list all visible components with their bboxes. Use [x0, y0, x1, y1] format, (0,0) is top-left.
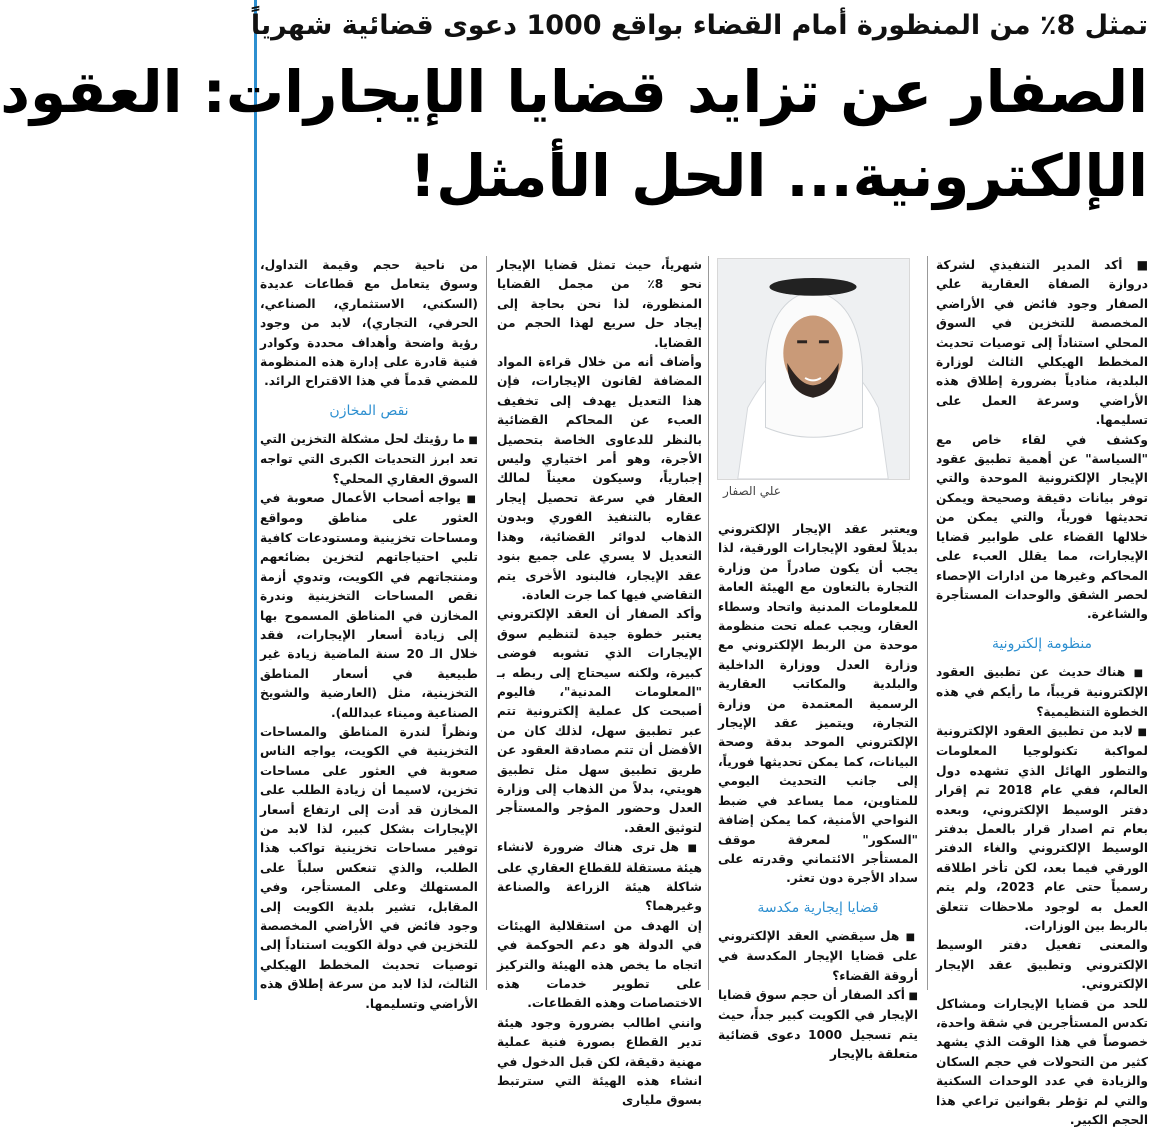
question: ■ هل ترى هناك ضرورة لانشاء هيئة مستقلة للقطاع العقاري على شاكلة هيئة الزراعة والصناعة وغيرهما؟ [497, 838, 702, 917]
subheading: قضايا إيجارية مكدسة [757, 899, 879, 916]
headline-line-2: الإلكترونية... الحل الأمثل! [409, 142, 1148, 210]
paragraph: ويعتبر عقد الإيجار الإلكتروني بديلاً لعقود الإيجارات الورقية، لذا يجب أن يكون صادراً من وزارة التجارة بالتعاون مع الهيئة العامة للمعلومات المدنية واتحاد وسطاء العقار، ويجب عمله تحت منظومة موحدة من الربط الإلكتروني مع وزارة العدل ووزارة الداخلية والبلدية والمكاتب العقارية الرسمية المعتمدة من وزارة التجارة، ويتميز عقد الإيجار الإلكتروني الموحد بدقة وصحة البيانات، كما يمكن تحديثها فورياً، إلى جانب التحديث اليومي للمتاوين، مما يساعد في ضبط النواحي الأمنية، كما يمكن إضافة "السكور" لمعرفة موقف المستأجر الائتماني وقدرته على سداد الأجرة دون تعثر. [718, 522, 918, 886]
paragraph: وأكد الصفار أن العقد الإلكتروني يعتبر خطوة جيدة لتنظيم سوق الإيجارات الذي تشوبه فوضى كبيرة، ولكنه سيحتاج إلى ربطه بـ "المعلومات المدنية"، فاليوم أصبحت كل عملية إلكترونية تتم عبر تطبيق سهل، لذلك كان من الأفضل أن تتم مصادقة العقود عن طريق تطبيق سهل مثل تطبيق هويتي، بدلاً من الذهاب إلى وزارة العدل وحضور المؤجر والمستأجر لتوثيق العقد. [497, 607, 702, 835]
kicker-headline: تمثل 8٪ من المنظورة أمام القضاء بواقع 1000 دعوى قضائية شهرياً [250, 10, 1148, 41]
paragraph: وأضاف أنه من خلال قراءة المواد المضافة لقانون الإيجارات، فإن هذا التعديل يهدف إلى تخفيف العبء عن المحاكم القضائية بالنظر للدعاوى الخاصة بتحصيل الأجرة، وهو أمر اختياري وليس إجبارياً، وسيكون معيناً لمالك العقار في سرعة تحصيل إيجار عقاره بالتنفيذ الفوري وبدون الذهاب لدوائر القضائية، وهذا التعديل لا يسري على جميع بنود عقد الإيجار، فالبنود الأخرى يتم التقاضي فيها كما جرت العادة. [497, 355, 702, 602]
answer: ■ لابد من تطبيق العقود الإلكترونية لمواكبة تكنولوجيا المعلومات والتطور الهائل الذي تشهده دول العالم، ففي عام 2018 تم إقرار دفتر الوسيط الإلكتروني، وبعده بعام تم اصدار قرار بالعمل بدفتر الوسيط الإلكتروني والغاء الدفتر الورقي فيما بعد، لكن تأخر اطلاقه رسمياً حتى عام 2023، ولم يتم العمل به لوجود ملاحظات تتعلق بالربط بين الوزارات. [936, 722, 1148, 936]
answer: وانني اطالب بضرورة وجود هيئة تدير القطاع بصورة فنية عملية مهنية دقيقة، لكن قبل الدخول في انشاء هذه الهيئة التي سترتبط بسوق مليارى [497, 1015, 702, 1108]
paragraph: شهرياً، حيث تمثل قضايا الإيجار نحو 8٪ من مجمل القضايا المنظورة، لذا نحن بحاجة إلى إيجاد حل سريع لهذا الحجم من القضايا. [497, 258, 702, 350]
portrait-photo [717, 258, 910, 480]
portrait-illustration [718, 259, 909, 479]
article-column-1 [936, 256, 1148, 1128]
answer: ■ يواجه أصحاب الأعمال صعوبة في العثور على مناطق ومواقع ومساحات تخزينية ومستودعات كافية تلبي احتياجاتهم لتخزين بضائعهم ومنتجاتهم في الكويت، وتدوي أزمة نقص المساحات التخزينية وندرة المخازن في المناطق المسموح بها إلى زيادة أسعار الإيجارات، فقد خلال الـ 20 سنة الماضية زيادة غير طبيعية في أسعار المناطق التخزينية، مثل (العارضية والشويخ الصناعية وميناء عبدالله). [260, 489, 478, 723]
headline-line-1: الصفار عن تزايد قضايا الإيجارات: العقود [0, 58, 1148, 126]
photo-caption: علي الصفار [723, 484, 781, 498]
question: ■ ما رؤيتك لحل مشكلة التخزين التي تعد ابرز التحديات الكبرى التي تواجه السوق العقاري المحلي؟ [260, 430, 478, 489]
article-column-3 [497, 256, 702, 1108]
answer: والمعنى تفعيل دفتر الوسيط الإلكتروني وتطبيق عقد الإيجار الإلكتروني. [936, 938, 1148, 992]
paragraph: وكشف في لقاء خاص مع "السياسة" عن أهمية تطبيق عقود الإيجار الإلكترونية الموحدة والتي توفر بيانات دقيقة وصحيحة ويمكن تحديثها فورياً، والتي يمكن من خلالها القضاء على طوابير قضايا الإيجارات، مما يقلل العبء على المحاكم وغيرها من ادارات الإحصاء لحصر الشقق والوحدات المستأجرة والشاغرة. [936, 432, 1148, 622]
answer: ■ أكد الصفار أن حجم سوق قضايا الإيجار في الكويت كبير جداً، حيث يتم تسجيل 1000 دعوى قضائية متعلقة بالإيجار [718, 986, 918, 1065]
question: ■ هل سيقضي العقد الإلكتروني على قضايا الإيجار المكدسة في أروقة القضاء؟ [718, 927, 918, 986]
question: ■ هناك حديث عن تطبيق العقود الإلكترونية قريباً، ما رأيكم في هذه الخطوة التنظيمية؟ [936, 663, 1148, 722]
article-column-4 [260, 256, 478, 1011]
column-divider [708, 256, 709, 990]
subheading: منظومة إلكترونية [991, 635, 1093, 652]
answer: ونظراً لندرة المناطق والمساحات التخزينية في الكويت، يواجه الناس صعوبة في العثور على مساحات تخزين، لاسيما أن زيادة الطلب على المخازن قد أدت إلى ارتفاع أسعار الإيجارات بشكل كبير، لذا لابد من توفير مساحات تخزينية تواكب هذا الطلب، والذي تنعكس سلباً على المستهلك وعلى المستأجر، وفي المقابل، تشير بلدية الكويت إلى وجود فائض في الأراضي المخصصة للتخزين في دولة الكويت استناداً إلى توصيات تحديث المخطط الهيكلي الثالث، لذا لابد من سرعة إطلاق هذه الأراضي وتسليمها. [260, 724, 478, 1011]
main-headline [0, 50, 1148, 218]
paragraph: ■ أكد المدير التنفيذي لشركة دروازة الصفاة العقارية علي الصفار وجود فائض في الأراضي المخصصة للتخزين في السوق المحلي استناداً إلى توصيات تحديث المخطط الهيكلي الثالث لوزارة البلدية، منادياً بضرورة إطلاق هذه الأراضي وسرعة العمل على تسليمها. [936, 258, 1148, 428]
article-column-2 [718, 520, 918, 1062]
column-divider [486, 256, 487, 990]
answer: للحد من قضايا الإيجارات ومشاكل تكدس المستأجرين في شقة واحدة، خصوصاً في هذا الوقت الذي يشهد كثير من التحولات في حجم السكان والزيادة في عدد الوحدات السكنية والتي لم تؤطر بقوانين تراعي هذا الحجم الكبير. [936, 996, 1148, 1128]
answer: إن الهدف من استقلالية الهيئات في الدولة هو دعم الحوكمة في اتجاه ما يخص هذه الهيئة والتركيز على تطوير خدمات هذه الاختصاصات وهذه القطاعات. [497, 918, 702, 1011]
subheading: نقص المخازن [329, 402, 409, 419]
paragraph: من ناحية حجم وقيمة التداول، وسوق يتعامل مع قطاعات عديدة (السكني، الاستثماري، الصناعي، الحرفي، التجاري)، لابد من وجود رؤية واضحة وأهداف محددة وكوادر فنية قادرة على إدارة هذه المنظومة للمضي قدماً في هذا الاقتراح الرائد. [260, 258, 478, 389]
column-divider [927, 256, 928, 990]
